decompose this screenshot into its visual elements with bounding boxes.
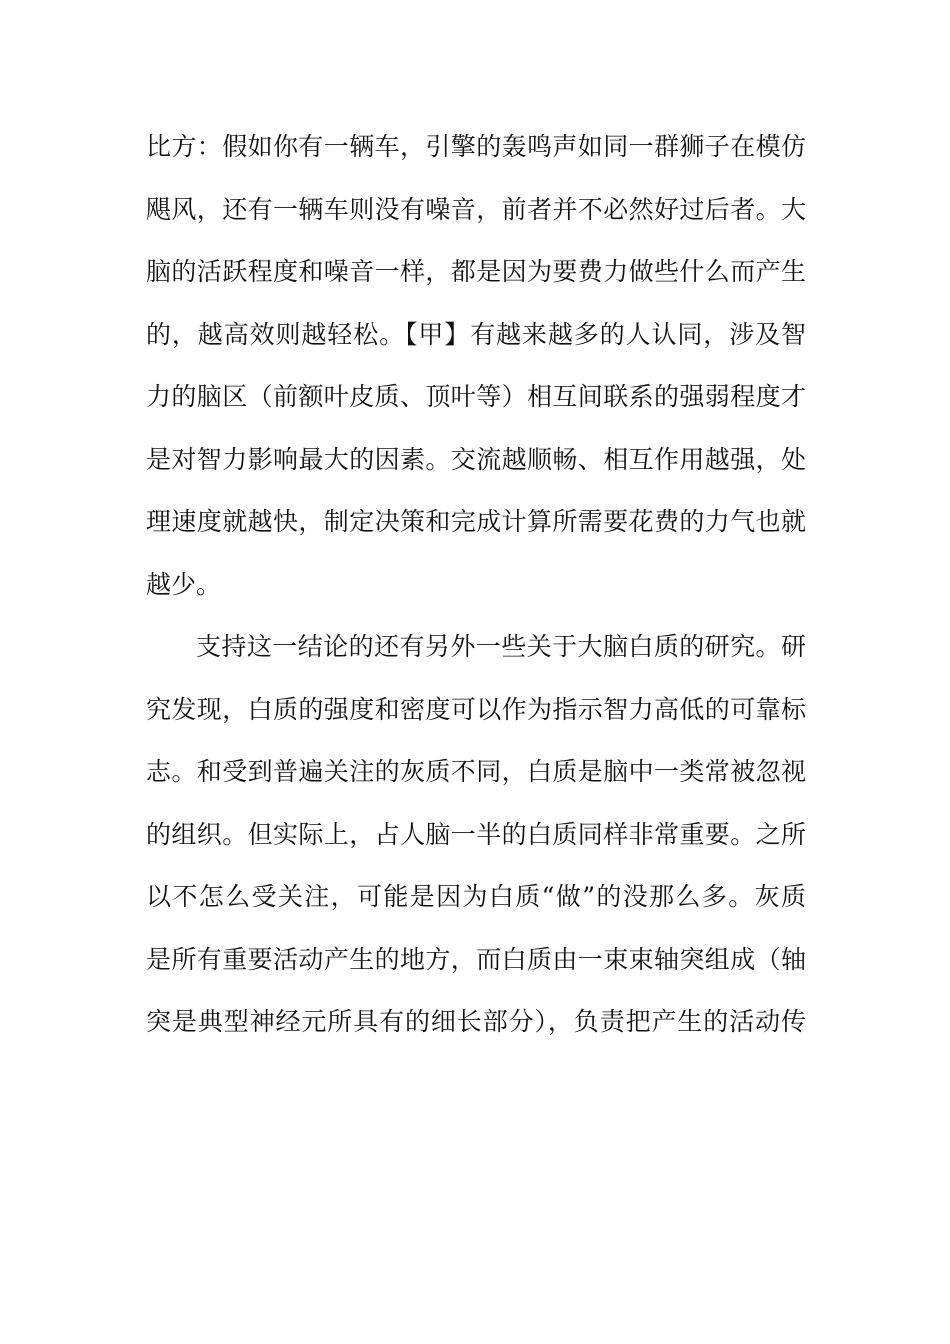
text-line: 力的脑区（前额叶皮质、顶叶等）相互间联系的强弱程度才 bbox=[146, 382, 806, 411]
text-line: 志。和受到普遍关注的灰质不同，白质是脑中一类常被忽视 bbox=[146, 757, 806, 786]
text-line: 理速度就越快，制定决策和完成计算所需要花费的力气也就 bbox=[146, 507, 806, 536]
text-line: 飓风，还有一辆车则没有噪音，前者并不必然好过后者。大 bbox=[146, 194, 806, 224]
body-text bbox=[146, 117, 806, 1055]
text-line: 究发现，白质的强度和密度可以作为指示智力高低的可靠标 bbox=[146, 694, 806, 724]
text-line: 的，越高效则越轻松。【甲】有越来越多的人认同，涉及智 bbox=[146, 319, 806, 349]
text-line: 比方：假如你有一辆车，引擎的轰鸣声如同一群狮子在模仿 bbox=[146, 132, 806, 161]
text-line: 越少。 bbox=[146, 569, 222, 599]
text-line: 突是典型神经元所具有的细长部分），负责把产生的活动传 bbox=[146, 1007, 806, 1036]
text-line: 以不怎么受关注，可能是因为白质“做”的没那么多。灰质 bbox=[146, 882, 806, 911]
text-line: 的组织。但实际上，占人脑一半的白质同样非常重要。之所 bbox=[146, 819, 806, 849]
paragraph-2 bbox=[146, 617, 806, 1052]
text-line: 脑的活跃程度和噪音一样，都是因为要费力做些什么而产生 bbox=[146, 257, 806, 286]
text-line: 是对智力影响最大的因素。交流越顺畅、相互作用越强，处 bbox=[146, 444, 806, 474]
text-line: 是所有重要活动产生的地方，而白质由一束束轴突组成（轴 bbox=[146, 944, 806, 974]
paragraph-1 bbox=[146, 117, 806, 615]
text-line: 支持这一结论的还有另外一些关于大脑白质的研究。研 bbox=[196, 632, 806, 661]
